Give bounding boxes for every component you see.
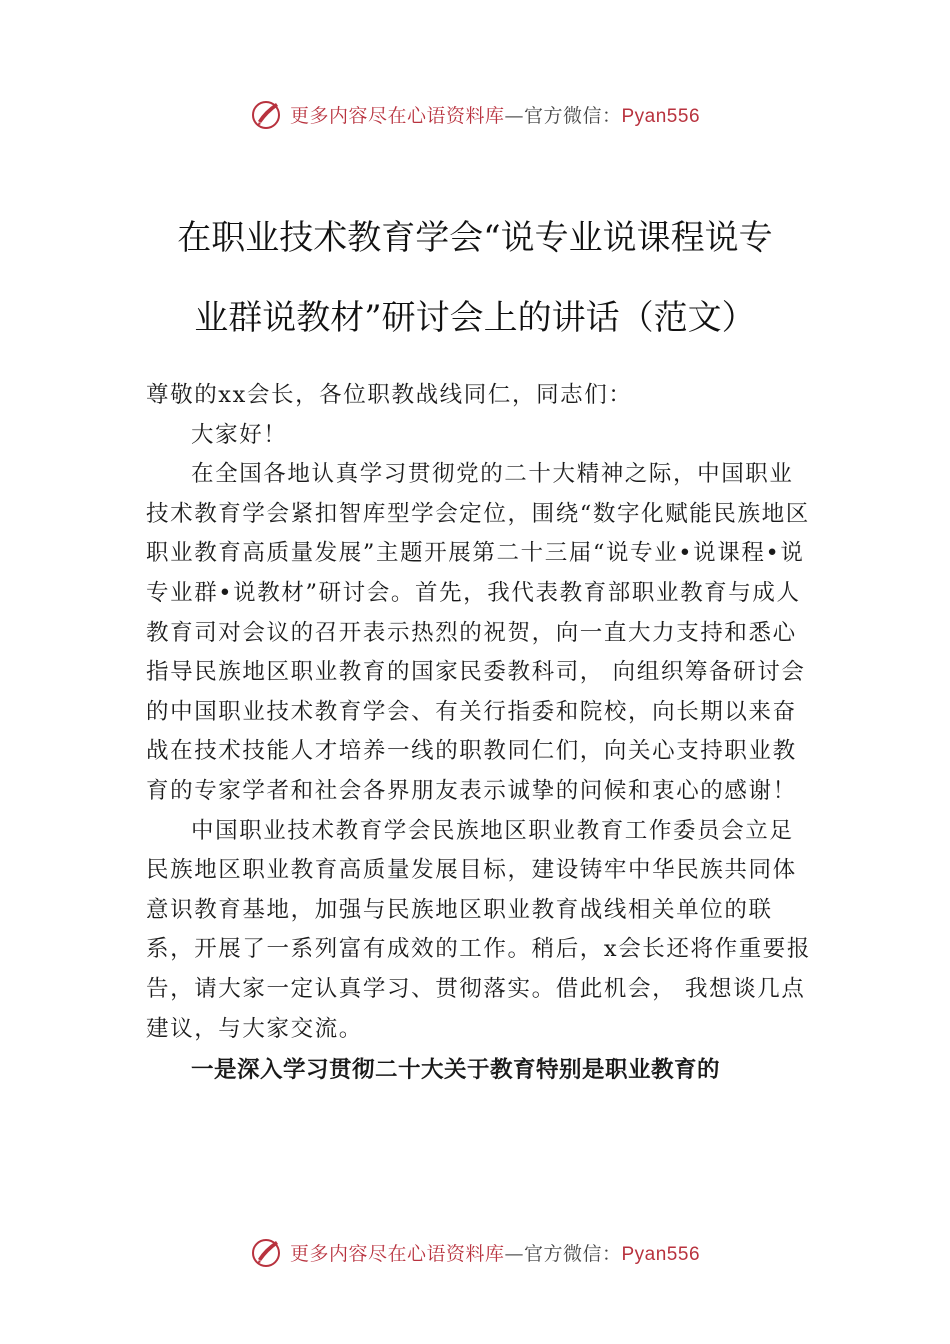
watermark-wechat-id: Pyan556 (621, 105, 701, 127)
pen-logo-icon (250, 97, 284, 131)
section-heading: 一是深入学习贯彻二十大关于教育特别是职业教育的 (191, 1057, 721, 1084)
watermark-separator: — (504, 104, 524, 127)
watermark-wechat-label: 官方微信： (523, 1242, 622, 1265)
watermark-wechat-label: 官方微信： (523, 104, 622, 127)
watermark-separator: — (504, 1242, 524, 1265)
watermark-slogan: 更多内容尽在心语资料库 (289, 104, 505, 127)
document-title (100, 198, 850, 358)
paragraph-greeting: 大家好！ (191, 421, 288, 448)
watermark-text (290, 1239, 700, 1266)
watermark-slogan: 更多内容尽在心语资料库 (289, 1242, 505, 1265)
title-line-2: 业群说教材”研讨会上的讲话（范文） (194, 298, 756, 338)
paragraph-opening: 在全国各地认真学习贯彻党的二十大精神之际，中国职业技术教育学会紧扣智库型学会定位，围绕“数字化赋能民族地区职业教育高质量发展”主题开展第二十三届“说专业•说课程•说专业群•说教材”研讨会。首先，我代表教育部职业教育与成人教育司对会议的召开表示热烈的祝贺，向一直大力支持和悉心指导民族地区职业教育的国家民委教科司， 向组织筹备研讨会的中国职业技术教育学会、有关行指委和院校，向长期以来奋战在技术技能人才培养一线的职教同仁们，向关心支持职业教育的专家学者和社会各界朋友表示诚挚的问候和衷心的感谢！ (146, 461, 810, 804)
paragraph-committee: 中国职业技术教育学会民族地区职业教育工作委员会立足民族地区职业教育高质量发展目标，建设铸牢中华民族共同体意识教育基地，加强与民族地区职业教育战线相关单位的联系，开展了一系列富有成效的工作。稍后，x会长还将作重要报告，请大家一定认真学习、贯彻落实。借此机会， 我想谈几点建议，与大家交流。 (146, 817, 811, 1042)
watermark-wechat-id: Pyan556 (621, 1243, 701, 1265)
salutation: 尊敬的xx会长，各位职教战线同仁，同志们： (146, 382, 633, 408)
title-line-1: 在职业技术教育学会“说专业说课程说专 (177, 218, 773, 258)
document-body (146, 376, 816, 1091)
header-watermark-banner (0, 94, 950, 134)
pen-logo-icon (250, 1235, 284, 1269)
footer-watermark-banner (0, 1232, 950, 1272)
watermark-text (290, 101, 700, 128)
